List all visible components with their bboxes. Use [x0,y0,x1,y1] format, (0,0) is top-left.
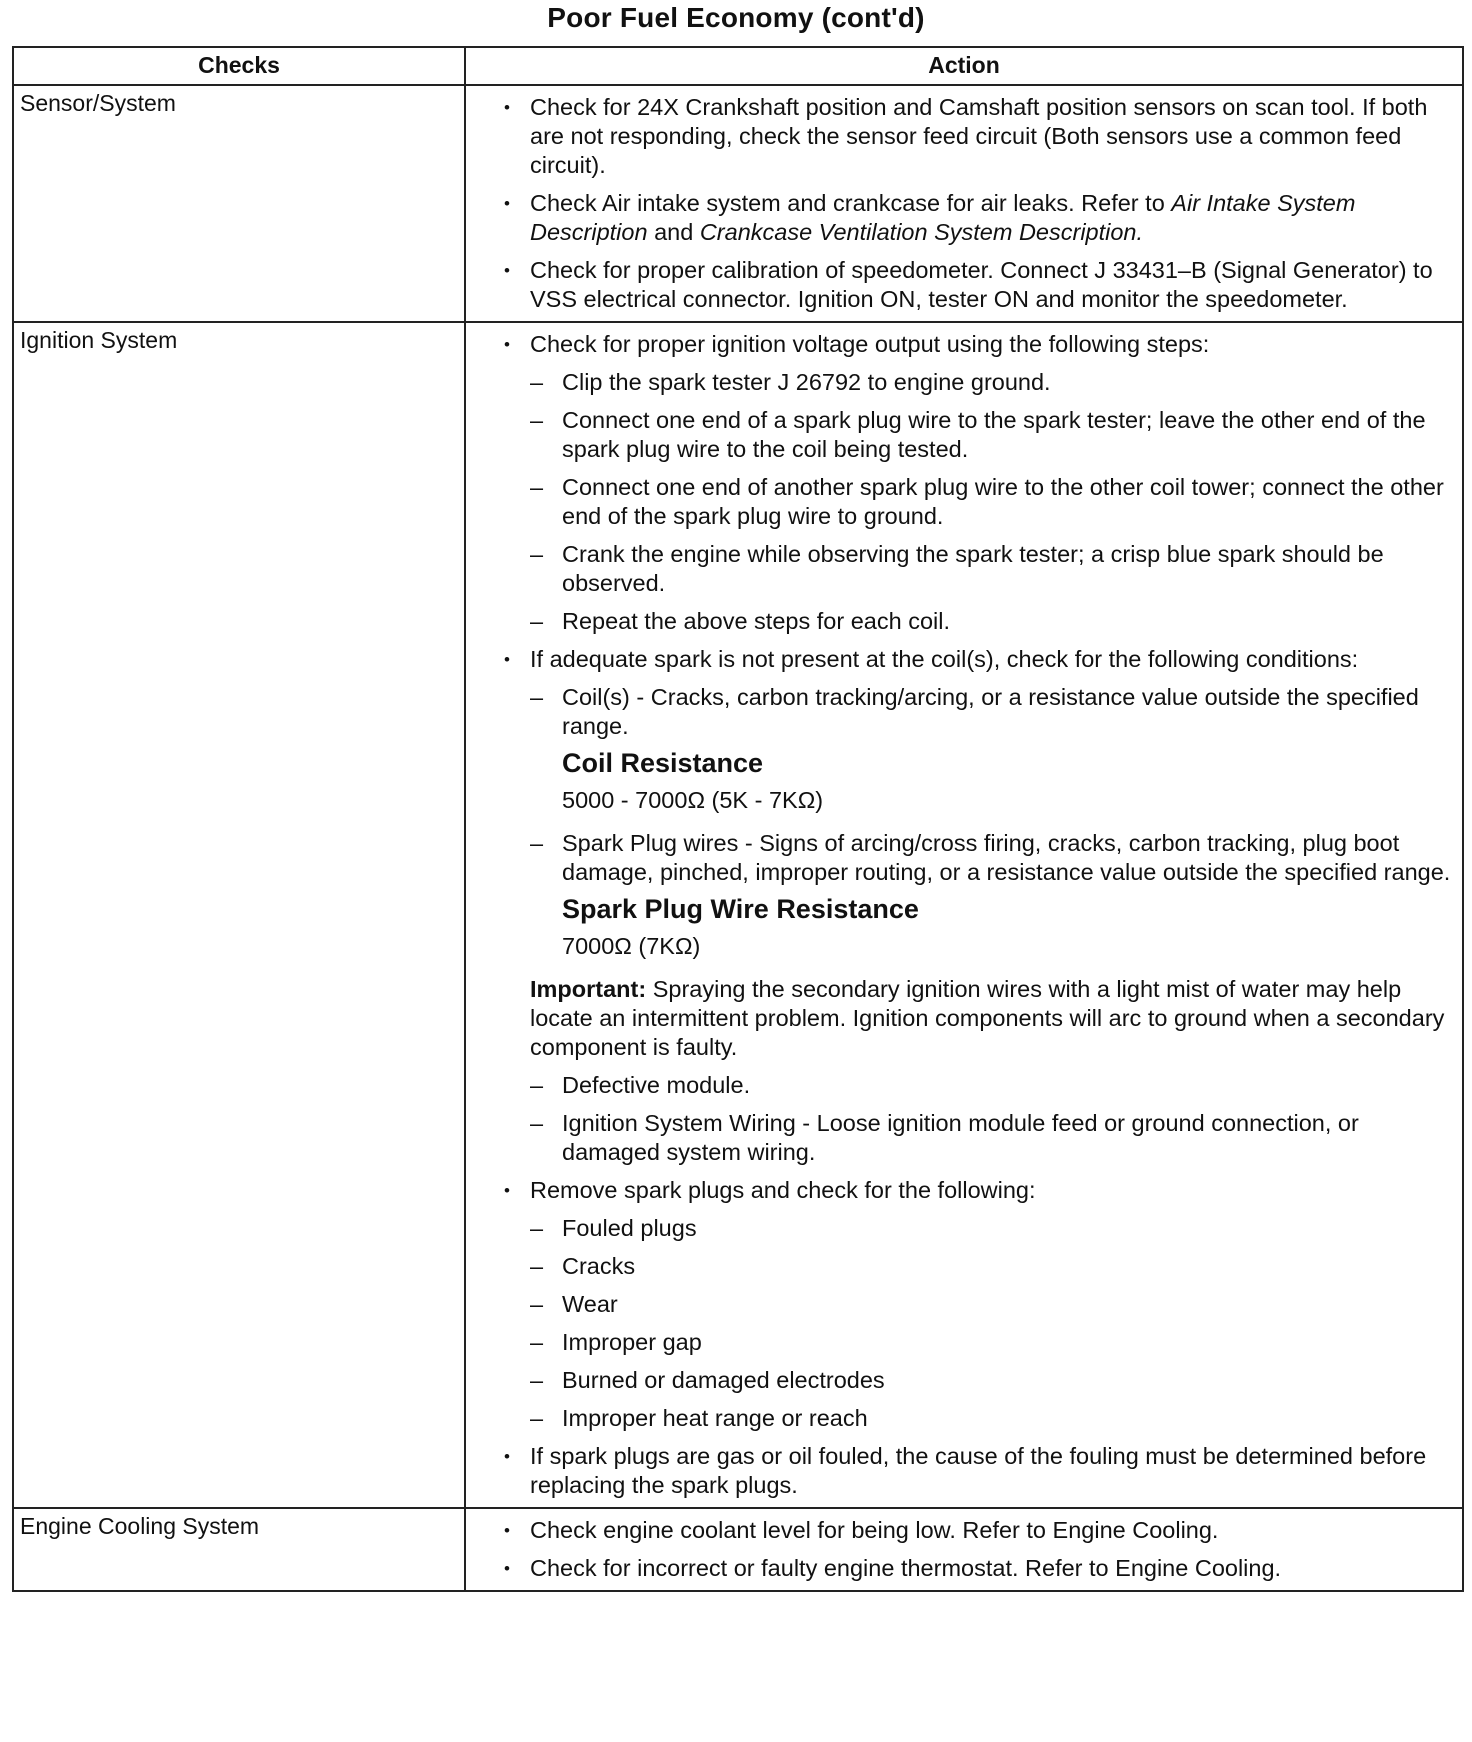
reference-link-text: Crankcase Ventilation System Description. [699,219,1144,245]
sub-step: – Fouled plugs [496,1214,1456,1243]
sub-step: – Connect one end of a spark plug wire to the spark tester; leave the other end of the spark plug wire to the coil being tested. [496,406,1456,464]
important-text: Spraying the secondary ignition wires with a light mist of water may help locate an intermittent problem. Ignition components will arc to ground when a secondary component is faulty. [530,976,1445,1060]
table-row [13,1508,1463,1591]
bullet-text: Check Air intake system and crankcase for air leaks. Refer to [530,190,1172,216]
important-label: Important: [530,976,647,1002]
sub-step: – Crank the engine while observing the spark tester; a crisp blue spark should be observed. [496,540,1456,598]
sub-step: – Repeat the above steps for each coil. [496,607,1456,636]
action-cell [465,85,1463,322]
action-bullet [496,189,1456,247]
table-row [13,85,1463,322]
sub-step: – Ignition System Wiring - Loose ignition module feed or ground connection, or damaged system wiring. [496,1109,1456,1167]
sub-step: – Wear [496,1290,1456,1319]
table-row [13,322,1463,1508]
sub-step: – Connect one end of another spark plug wire to the other coil tower; connect the other end of the spark plug wire to ground. [496,473,1456,531]
action-bullet: • Check engine coolant level for being low. Refer to Engine Cooling. [496,1516,1456,1545]
sub-step: – Defective module. [496,1071,1456,1100]
action-bullet: • Remove spark plugs and check for the following: [496,1176,1456,1205]
checks-column-header: Checks [13,47,465,85]
reference-link-text: Air Intake System Description [530,190,1356,245]
action-cell [465,322,1463,1508]
sub-step: – Clip the spark tester J 26792 to engine ground. [496,368,1456,397]
sub-step: – Burned or damaged electrodes [496,1366,1456,1395]
spec-heading: Coil Resistance [562,748,764,778]
check-name: Sensor/System [13,85,465,322]
table-header-row [13,47,1463,85]
sub-step: – Spark Plug wires - Signs of arcing/cross firing, cracks, carbon tracking, plug boot damage, pinched, improper routing, or a resistance value outside the specified range. [496,829,1456,887]
spec-value: 5000 - 7000Ω (5K - 7KΩ) [562,787,824,813]
action-bullet: • Check for incorrect or faulty engine thermostat. Refer to Engine Cooling. [496,1554,1456,1583]
sub-step: – Coil(s) - Cracks, carbon tracking/arcing, or a resistance value outside the specified range. [496,683,1456,741]
checks-action-table [12,46,1464,1592]
page-title: Poor Fuel Economy (cont'd) [547,2,925,33]
sub-step: – Cracks [496,1252,1456,1281]
check-name: Engine Cooling System [13,1508,465,1591]
bullet-text: and [647,219,700,245]
important-note [496,975,1456,1062]
action-bullet: • Check for proper ignition voltage output using the following steps: [496,330,1456,359]
sub-step: – Improper heat range or reach [496,1404,1456,1433]
action-cell [465,1508,1463,1591]
action-bullet: • If spark plugs are gas or oil fouled, the cause of the fouling must be determined before replacing the spark plugs. [496,1442,1456,1500]
check-name: Ignition System [13,322,465,1508]
action-bullet: • Check for proper calibration of speedometer. Connect J 33431–B (Signal Generator) to VSS electrical connector. Ignition ON, tester ON and monitor the speedometer. [496,256,1456,314]
spec-value: 7000Ω (7KΩ) [562,933,701,959]
action-bullet: • Check for 24X Crankshaft position and Camshaft position sensors on scan tool. If both are not responding, check the sensor feed circuit (Both sensors use a common feed circuit). [496,93,1456,180]
spec-heading: Spark Plug Wire Resistance [562,894,919,924]
action-column-header: Action [465,47,1463,85]
action-bullet: • If adequate spark is not present at the coil(s), check for the following conditions: [496,645,1456,674]
sub-step: – Improper gap [496,1328,1456,1357]
